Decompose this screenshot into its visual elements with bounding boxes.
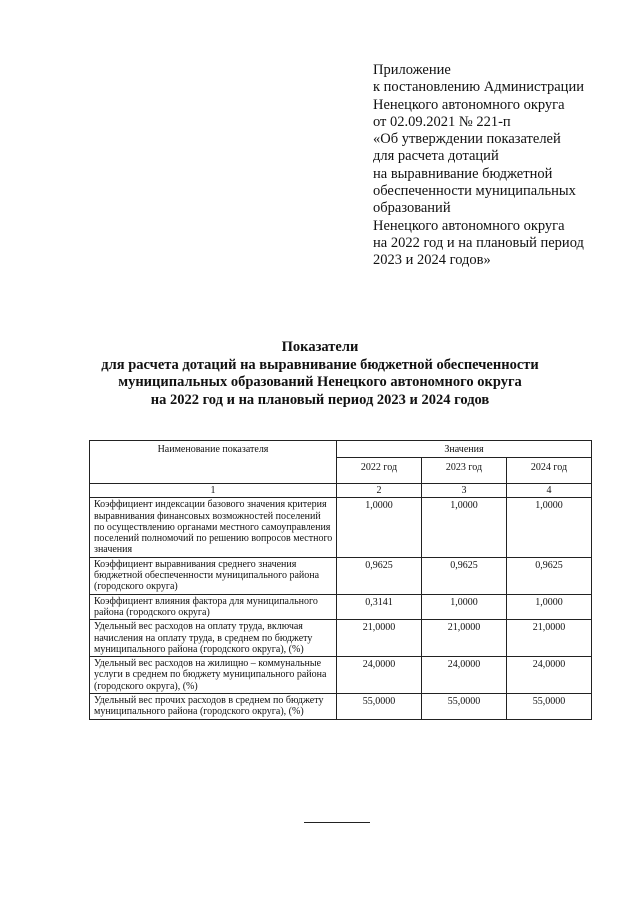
appendix-line: 2023 и 2024 годов» [373,252,491,269]
table-header-row [90,441,592,458]
value-cell: 21,0000 [507,620,592,657]
title-line: Показатели [281,339,359,355]
appendix-line: обеспеченности муниципальных [373,183,576,200]
appendix-block [373,62,623,270]
value-cell: 0,9625 [337,557,422,594]
value-cell: 1,0000 [422,594,507,620]
table-row [90,657,592,694]
appendix-line: «Об утверждении показателей [373,131,561,148]
indicator-name-cell: Коэффициент выравнивания среднего значения бюджетной обеспеченности муниципального района (городского округа) [90,557,337,594]
colnum-cell: 3 [422,484,507,498]
colnum-cell: 2 [337,484,422,498]
value-cell: 24,0000 [507,657,592,694]
value-cell: 1,0000 [422,498,507,557]
value-cell: 55,0000 [507,694,592,720]
appendix-line: к постановлению Администрации [373,79,584,96]
indicator-name-cell: Коэффициент индексации базового значения критерия выравнивания финансовых возможностей поселений по осуществлению органами местного самоуправления поселений полномочий по решению вопросов местного значения [90,498,337,557]
table-row [90,620,592,657]
colnum-cell: 4 [507,484,592,498]
appendix-line: образований [373,200,451,217]
value-cell: 0,9625 [507,557,592,594]
header-values: Значения [337,441,592,458]
table-colnum-row [90,484,592,498]
indicator-name-cell: Удельный вес расходов на оплату труда, включая начисления на оплату труда, в среднем по бюджету муниципального района (городского округа), (%) [90,620,337,657]
value-cell: 1,0000 [337,498,422,557]
appendix-line: на 2022 год и на плановый период [373,234,584,251]
title-line: на 2022 год и на плановый период 2023 и 2024 годов [150,391,490,408]
indicator-name-cell: Удельный вес расходов на жилищно – коммунальные услуги в среднем по бюджету муниципального района (городского округа), (%) [90,657,337,694]
title-line: для расчета дотаций на выравнивание бюджетной обеспеченности [101,356,539,373]
header-year-2024: 2024 год [507,458,592,484]
value-cell: 24,0000 [337,657,422,694]
value-cell: 0,3141 [337,594,422,620]
table-row [90,594,592,620]
table-row [90,498,592,557]
appendix-line: на выравнивание бюджетной [373,165,553,182]
appendix-line: от 02.09.2021 № 221-п [373,113,511,130]
table-row [90,694,592,720]
value-cell: 1,0000 [507,594,592,620]
appendix-line: Ненецкого автономного округа [373,96,565,113]
value-cell: 21,0000 [337,620,422,657]
title-line: муниципальных образований Ненецкого автономного округа [118,374,522,390]
header-year-2023: 2023 год [422,458,507,484]
appendix-line: Ненецкого автономного округа [373,217,565,234]
document-title [0,339,640,409]
end-separator-line [304,822,370,823]
indicators-table [89,440,592,720]
table-row [90,557,592,594]
header-indicator-name: Наименование показателя [90,441,337,484]
value-cell: 1,0000 [507,498,592,557]
indicator-name-cell: Коэффициент влияния фактора для муниципального района (городского округа) [90,594,337,620]
value-cell: 0,9625 [422,557,507,594]
appendix-line: Приложение [373,62,451,78]
appendix-line: для расчета дотаций [373,148,499,165]
indicator-name-cell: Удельный вес прочих расходов в среднем по бюджету муниципального района (городского округа), (%) [90,694,337,720]
value-cell: 24,0000 [422,657,507,694]
value-cell: 55,0000 [422,694,507,720]
header-year-2022: 2022 год [337,458,422,484]
value-cell: 55,0000 [337,694,422,720]
value-cell: 21,0000 [422,620,507,657]
colnum-cell: 1 [90,484,337,498]
